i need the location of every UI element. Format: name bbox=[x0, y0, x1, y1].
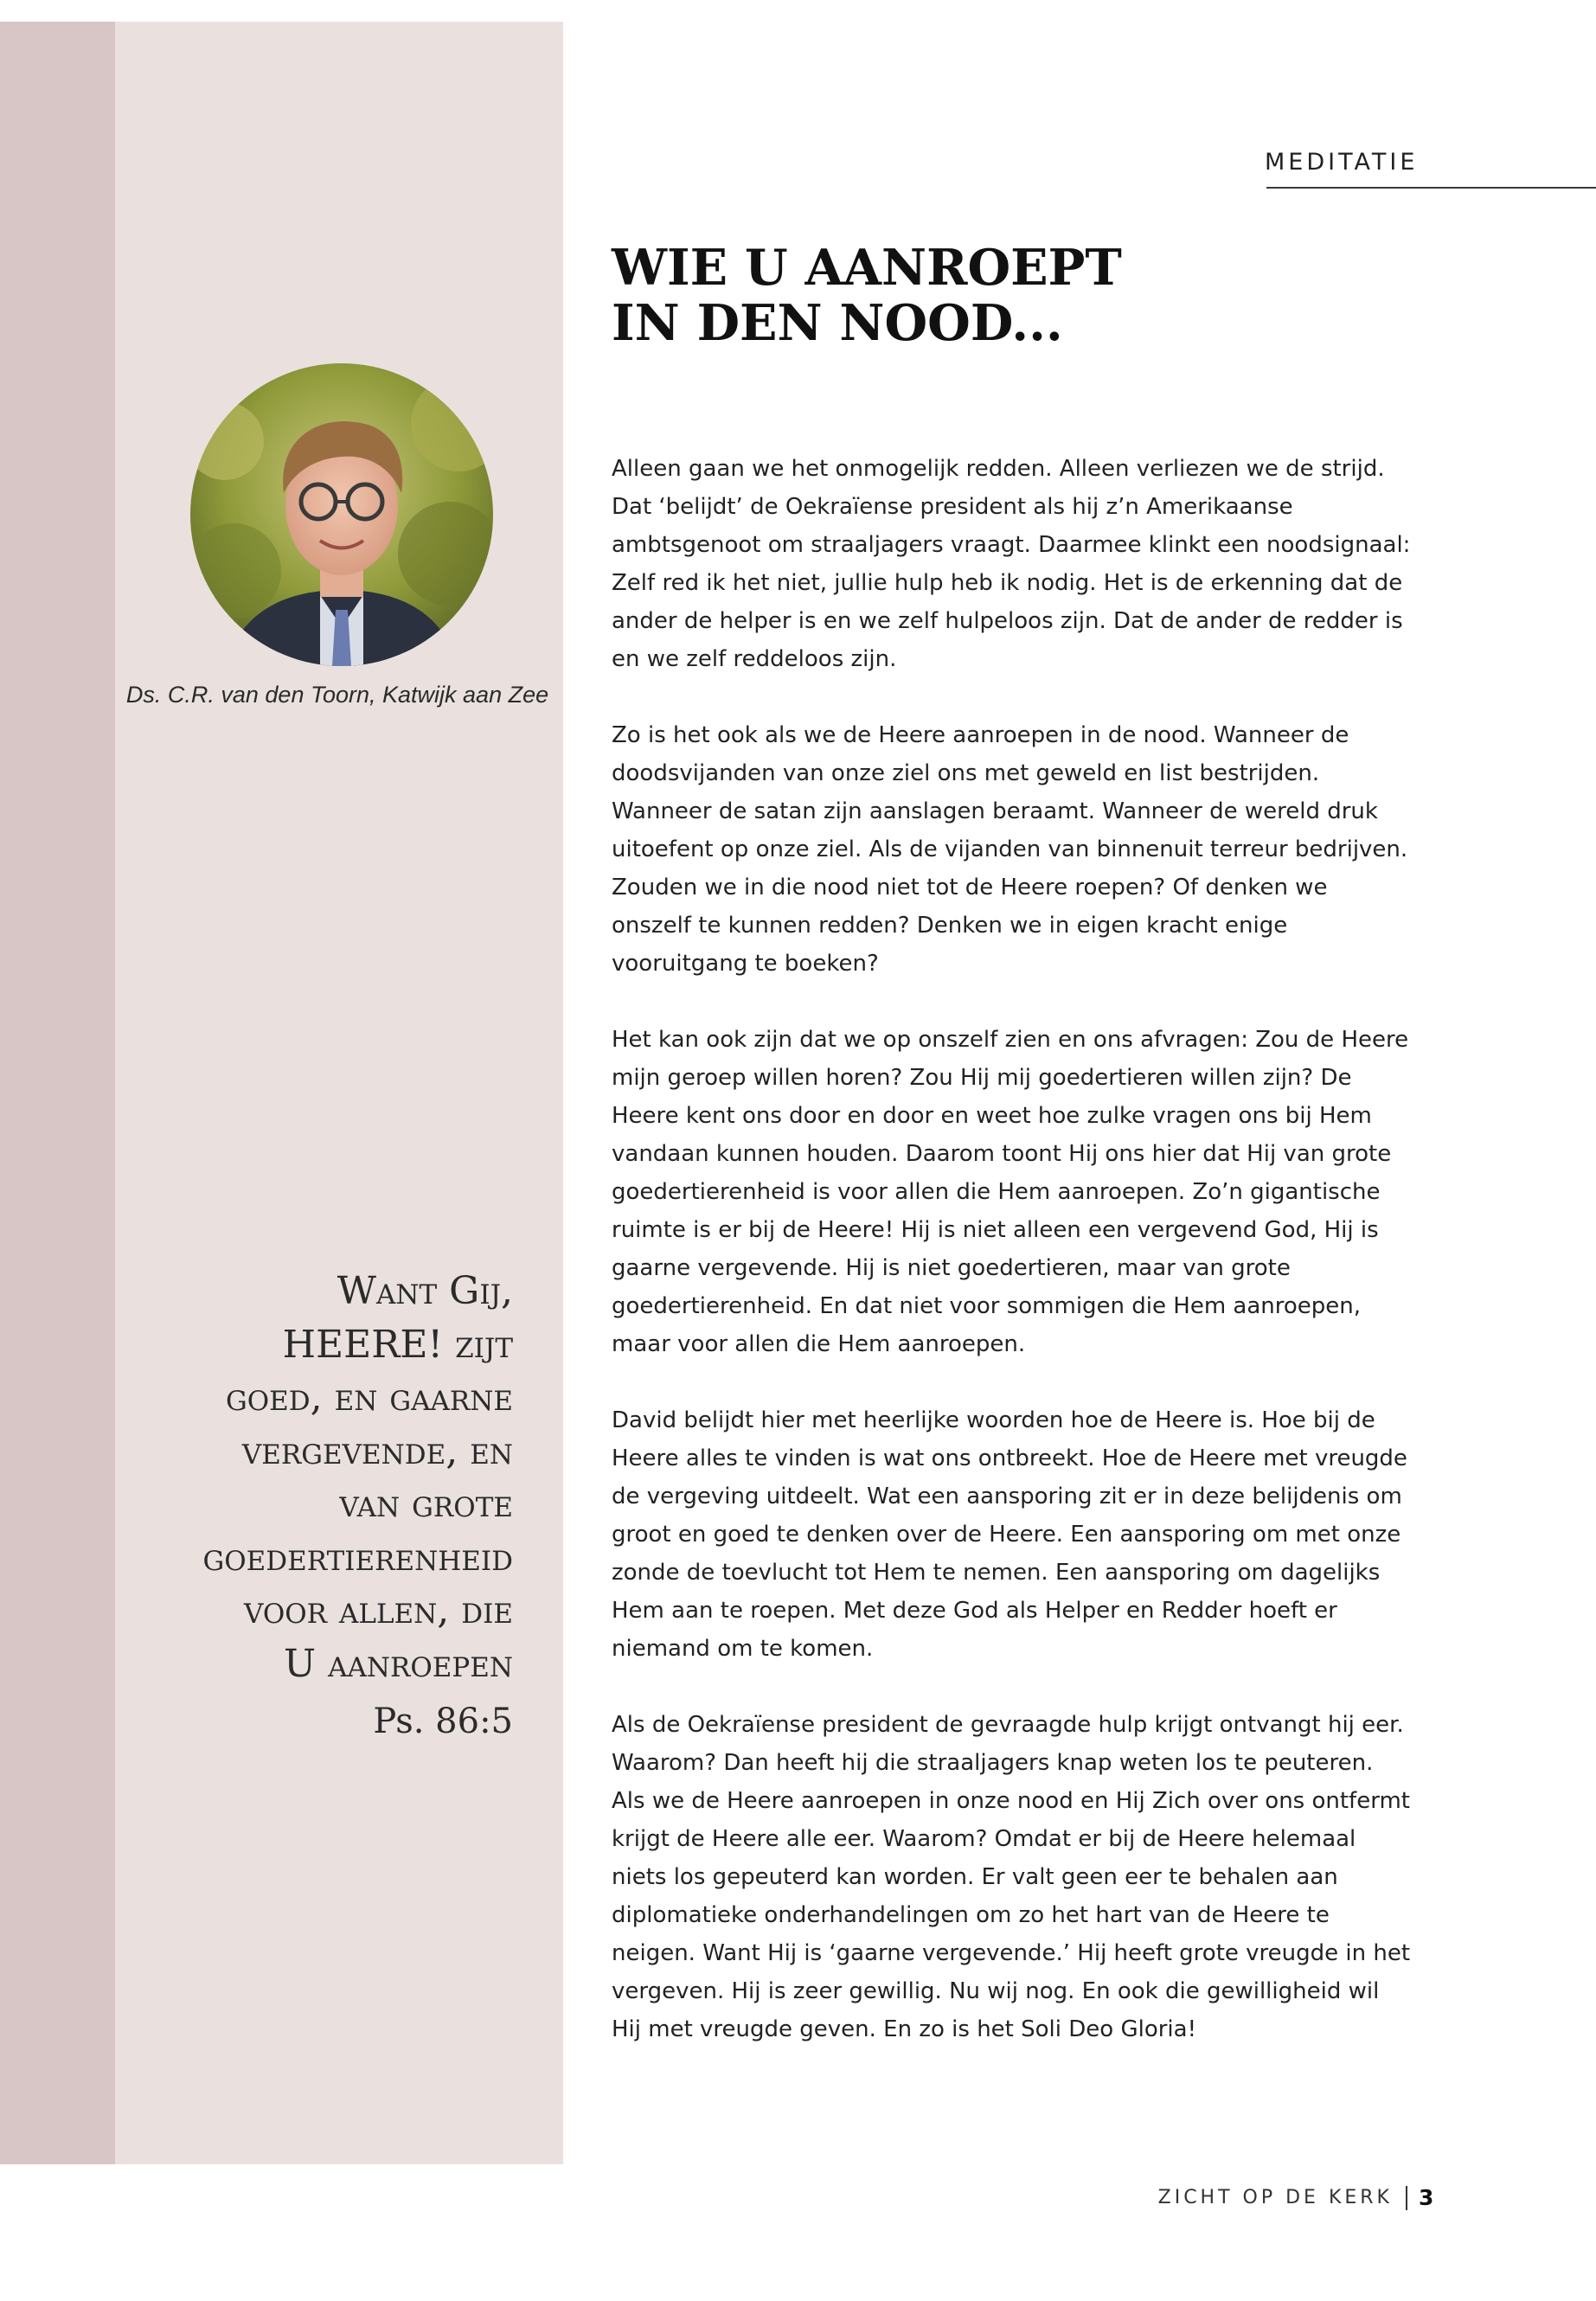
body-paragraph: Zo is het ook als we de Heere aanroepen in de nood. Wanneer de doodsvijanden van onze ziel ons met geweld en list bestrijden. Wanneer de satan zijn aanslagen beraamt. Wanneer de wereld druk uitoefent op onze ziel. Als de vijanden van binnenuit terreur bedrijven. Zouden we in die nood niet tot de Heere roepen? Of denken we onszelf te kunnen redden? Denken we in eigen kracht enige vooruitgang te boeken? bbox=[612, 722, 1408, 977]
pull-quote-line: goedertierenheid bbox=[202, 1535, 513, 1580]
pull-quote-reference: Ps. 86:5 bbox=[373, 1702, 513, 1741]
title-line-1: WIE U AANROEPT bbox=[612, 239, 1122, 297]
footer-separator bbox=[1406, 2186, 1407, 2210]
author-portrait-image bbox=[190, 363, 493, 666]
section-rule bbox=[1266, 187, 1596, 189]
section-label: MEDITATIE bbox=[1265, 149, 1419, 176]
pull-quote bbox=[121, 1265, 513, 1690]
pull-quote-line: voor allen, die bbox=[243, 1588, 513, 1632]
sidebar-band-dark bbox=[0, 22, 115, 2164]
pull-quote-line: van grote bbox=[339, 1482, 513, 1526]
sidebar-band-light bbox=[115, 22, 563, 2164]
body-paragraph: David belijdt hier met heerlijke woorden hoe de Heere is. Hoe bij de Heere alles te vinden is wat ons ontbreekt. Hoe de Heere met vreugde de vergeving uitdeelt. Wat een aansporing zit er in deze belijdenis om groot en goed te denken over de Heere. Een aansporing om met onze zonde de toevlucht tot Hem te nemen. Een aansporing om dagelijks Hem aan te roepen. Met deze God als Helper en Redder hoeft er niemand om te komen. bbox=[612, 1407, 1407, 1662]
pull-quote-line: HEERE! zijt bbox=[282, 1322, 513, 1367]
pull-quote-line: U aanroepen bbox=[284, 1641, 513, 1686]
page-number: 3 bbox=[1419, 2185, 1434, 2210]
author-portrait bbox=[190, 363, 493, 666]
body-paragraph: Het kan ook zijn dat we op onszelf zien en ons afvragen: Zou de Heere mijn geroep willen horen? Zou Hij mij goedertieren willen zijn? De Heere kent ons door en door en weet hoe zulke vragen ons bij Hem vandaan kunnen houden. Daarom toont Hij ons hier dat Hij van grote goedertierenheid is voor allen die Hem aanroepen. Zo’n gigantische ruimte is er bij de Heere! Hij is niet alleen een vergevend God, Hij is gaarne vergevende. Hij is niet goedertieren, maar van grote goedertierenheid. En dat niet voor sommigen die Hem aanroepen, maar voor allen die Hem aanroepen. bbox=[612, 1027, 1409, 1357]
article-body bbox=[612, 450, 1412, 2086]
pull-quote-line: Want Gij, bbox=[337, 1269, 513, 1313]
pull-quote-line: goed, en gaarne bbox=[225, 1375, 513, 1420]
footer-publication: ZICHT OP DE KERK bbox=[1157, 2187, 1393, 2208]
body-paragraph: Als de Oekraïense president de gevraagde hulp krijgt ontvangt hij eer. Waarom? Dan heeft hij die straaljagers knap weten los te peuteren. Als we de Heere aanroepen in onze nood en Hij Zich over ons ontfermt krijgt de Heere alle eer. Waarom? Omdat er bij de Heere helemaal niets los gepeuterd kan worden. Er valt geen eer te behalen aan diplomatieke onderhandelingen om zo het hart van de Heere te neigen. Want Hij is ‘gaarne vergevende.’ Hij heeft grote vreugde in het vergeven. Hij is zeer gewillig. Nu wij nog. En ook die gewilligheid wil Hij met vreugde geven. En zo is het Soli Deo Gloria! bbox=[612, 1712, 1411, 2042]
title-line-2: IN DEN NOOD... bbox=[612, 294, 1063, 352]
body-paragraph: Alleen gaan we het onmogelijk redden. Alleen verliezen we de strijd. Dat ‘belijdt’ de Oekraïense president als hij z’n Amerikaanse ambtsgenoot om straaljagers vraagt. Daarmee klinkt een noodsignaal: Zelf red ik het niet, jullie hulp heb ik nodig. Het is de erkenning dat de ander de helper is en we zelf hulpeloos zijn. Dat de ander de redder is en we zelf reddeloos zijn. bbox=[612, 456, 1411, 672]
article-title bbox=[612, 240, 1304, 351]
pull-quote-line: vergevende, en bbox=[241, 1428, 513, 1473]
author-caption: Ds. C.R. van den Toorn, Katwijk aan Zee bbox=[125, 682, 549, 708]
